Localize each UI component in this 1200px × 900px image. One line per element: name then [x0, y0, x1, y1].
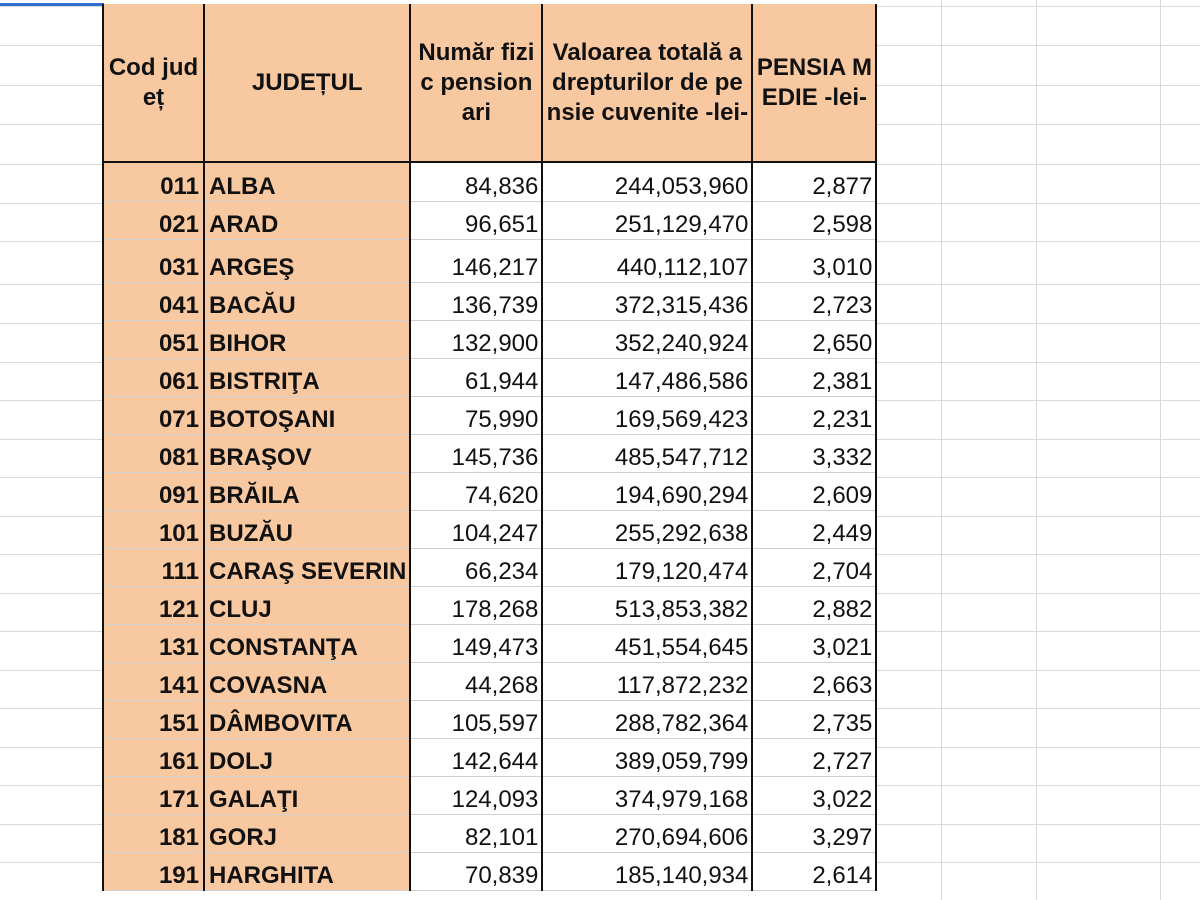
cell-average-pension[interactable]: 3,297 [752, 815, 876, 853]
cell-average-pension[interactable]: 2,877 [752, 162, 876, 202]
cell-county-name[interactable]: COVASNA [204, 663, 410, 701]
cell-pensioners-count[interactable]: 82,101 [410, 815, 542, 853]
cell-average-pension[interactable]: 2,663 [752, 663, 876, 701]
cell-county-code[interactable]: 051 [103, 321, 204, 359]
cell-pensioners-count[interactable]: 136,739 [410, 283, 542, 321]
grid-col-line [941, 0, 942, 900]
grid-col-line [1036, 0, 1037, 900]
cell-average-pension[interactable]: 2,704 [752, 549, 876, 587]
cell-county-name[interactable]: BIHOR [204, 321, 410, 359]
cell-pensioners-count[interactable]: 145,736 [410, 435, 542, 473]
cell-average-pension[interactable]: 2,723 [752, 283, 876, 321]
cell-county-code[interactable]: 011 [103, 162, 204, 202]
table-row [103, 663, 876, 701]
cell-total-value[interactable]: 251,129,470 [542, 202, 752, 240]
cell-total-value[interactable]: 117,872,232 [542, 663, 752, 701]
header-county-code[interactable]: Cod județ [103, 4, 204, 162]
cell-pensioners-count[interactable]: 124,093 [410, 777, 542, 815]
cell-county-code[interactable]: 021 [103, 202, 204, 240]
cell-average-pension[interactable]: 2,598 [752, 202, 876, 240]
cell-county-code[interactable]: 131 [103, 625, 204, 663]
cell-county-code[interactable]: 041 [103, 283, 204, 321]
cell-county-name[interactable]: DÂMBOVITA [204, 701, 410, 739]
table-row [103, 587, 876, 625]
cell-total-value[interactable]: 185,140,934 [542, 853, 752, 891]
table-row [103, 202, 876, 240]
table-row [103, 701, 876, 739]
cell-total-value[interactable]: 169,569,423 [542, 397, 752, 435]
cell-county-code[interactable]: 111 [103, 549, 204, 587]
cell-county-code[interactable]: 121 [103, 587, 204, 625]
table-row [103, 162, 876, 202]
cell-average-pension[interactable]: 2,609 [752, 473, 876, 511]
cell-total-value[interactable]: 255,292,638 [542, 511, 752, 549]
table-row [103, 321, 876, 359]
cell-county-code[interactable]: 031 [103, 240, 204, 283]
cell-county-name[interactable]: ALBA [204, 162, 410, 202]
cell-total-value[interactable]: 147,486,586 [542, 359, 752, 397]
cell-county-name[interactable]: BRĂILA [204, 473, 410, 511]
cell-average-pension[interactable]: 2,449 [752, 511, 876, 549]
cell-pensioners-count[interactable]: 178,268 [410, 587, 542, 625]
cell-average-pension[interactable]: 2,231 [752, 397, 876, 435]
cell-pensioners-count[interactable]: 74,620 [410, 473, 542, 511]
cell-county-code[interactable]: 091 [103, 473, 204, 511]
cell-total-value[interactable]: 372,315,436 [542, 283, 752, 321]
cell-average-pension[interactable]: 3,332 [752, 435, 876, 473]
header-county[interactable]: JUDEȚUL [204, 4, 410, 162]
cell-county-code[interactable]: 171 [103, 777, 204, 815]
cell-county-name[interactable]: DOLJ [204, 739, 410, 777]
cell-county-name[interactable]: GALAŢI [204, 777, 410, 815]
cell-average-pension[interactable]: 2,650 [752, 321, 876, 359]
cell-county-name[interactable]: BUZĂU [204, 511, 410, 549]
cell-average-pension[interactable]: 2,735 [752, 701, 876, 739]
cell-average-pension[interactable]: 3,010 [752, 240, 876, 283]
cell-total-value[interactable]: 288,782,364 [542, 701, 752, 739]
cell-average-pension[interactable]: 2,381 [752, 359, 876, 397]
cell-county-name[interactable]: CONSTANŢA [204, 625, 410, 663]
table-row [103, 473, 876, 511]
cell-county-name[interactable]: ARAD [204, 202, 410, 240]
cell-total-value[interactable]: 179,120,474 [542, 549, 752, 587]
cell-county-name[interactable]: ARGEŞ [204, 240, 410, 283]
cell-county-code[interactable]: 161 [103, 739, 204, 777]
cell-county-name[interactable]: BACĂU [204, 283, 410, 321]
table-row [103, 435, 876, 473]
cell-pensioners-count[interactable]: 132,900 [410, 321, 542, 359]
cell-pensioners-count[interactable]: 149,473 [410, 625, 542, 663]
cell-county-code[interactable]: 061 [103, 359, 204, 397]
table-row [103, 511, 876, 549]
cell-county-code[interactable]: 151 [103, 701, 204, 739]
cell-county-name[interactable]: BISTRIŢA [204, 359, 410, 397]
cell-pensioners-count[interactable]: 105,597 [410, 701, 542, 739]
cell-county-code[interactable]: 071 [103, 397, 204, 435]
table-row [103, 739, 876, 777]
cell-county-name[interactable]: BOTOŞANI [204, 397, 410, 435]
header-total-value[interactable]: Valoarea totală a drepturilor de pensie cuvenite -lei- [542, 4, 752, 162]
cell-county-name[interactable]: CLUJ [204, 587, 410, 625]
cell-average-pension[interactable]: 2,727 [752, 739, 876, 777]
cell-county-code[interactable]: 081 [103, 435, 204, 473]
cell-county-code[interactable]: 141 [103, 663, 204, 701]
cell-total-value[interactable]: 451,554,645 [542, 625, 752, 663]
cell-average-pension[interactable]: 3,022 [752, 777, 876, 815]
cell-county-code[interactable]: 181 [103, 815, 204, 853]
table-row [103, 815, 876, 853]
cell-county-code[interactable]: 101 [103, 511, 204, 549]
cell-pensioners-count[interactable]: 70,839 [410, 853, 542, 891]
cell-average-pension[interactable]: 2,882 [752, 587, 876, 625]
cell-pensioners-count[interactable]: 75,990 [410, 397, 542, 435]
table-row [103, 549, 876, 587]
pension-table [102, 4, 877, 891]
selected-cell-indicator [0, 3, 104, 6]
cell-average-pension[interactable]: 2,614 [752, 853, 876, 891]
table-row [103, 397, 876, 435]
table-row [103, 625, 876, 663]
cell-total-value[interactable]: 485,547,712 [542, 435, 752, 473]
header-pensioners-count[interactable]: Număr fizic pensionari [410, 4, 542, 162]
table-row [103, 777, 876, 815]
table-row [103, 359, 876, 397]
cell-average-pension[interactable]: 3,021 [752, 625, 876, 663]
cell-pensioners-count[interactable]: 96,651 [410, 202, 542, 240]
header-row [103, 4, 876, 162]
cell-pensioners-count[interactable]: 44,268 [410, 663, 542, 701]
cell-pensioners-count[interactable]: 66,234 [410, 549, 542, 587]
cell-total-value[interactable]: 513,853,382 [542, 587, 752, 625]
grid-col-line [1160, 0, 1161, 900]
table-row [103, 283, 876, 321]
cell-pensioners-count[interactable]: 104,247 [410, 511, 542, 549]
cell-total-value[interactable]: 352,240,924 [542, 321, 752, 359]
cell-total-value[interactable]: 270,694,606 [542, 815, 752, 853]
cell-pensioners-count[interactable]: 146,217 [410, 240, 542, 283]
cell-county-name[interactable]: BRAŞOV [204, 435, 410, 473]
cell-total-value[interactable]: 194,690,294 [542, 473, 752, 511]
cell-total-value[interactable]: 244,053,960 [542, 162, 752, 202]
cell-county-name[interactable]: GORJ [204, 815, 410, 853]
cell-pensioners-count[interactable]: 84,836 [410, 162, 542, 202]
cell-county-code[interactable]: 191 [103, 853, 204, 891]
table-row [103, 240, 876, 283]
cell-total-value[interactable]: 389,059,799 [542, 739, 752, 777]
cell-total-value[interactable]: 374,979,168 [542, 777, 752, 815]
header-average-pension[interactable]: PENSIA MEDIE -lei- [752, 4, 876, 162]
table-row [103, 853, 876, 891]
cell-pensioners-count[interactable]: 61,944 [410, 359, 542, 397]
cell-county-name[interactable]: HARGHITA [204, 853, 410, 891]
cell-total-value[interactable]: 440,112,107 [542, 240, 752, 283]
cell-pensioners-count[interactable]: 142,644 [410, 739, 542, 777]
cell-county-name[interactable]: CARAŞ SEVERIN [204, 549, 410, 587]
